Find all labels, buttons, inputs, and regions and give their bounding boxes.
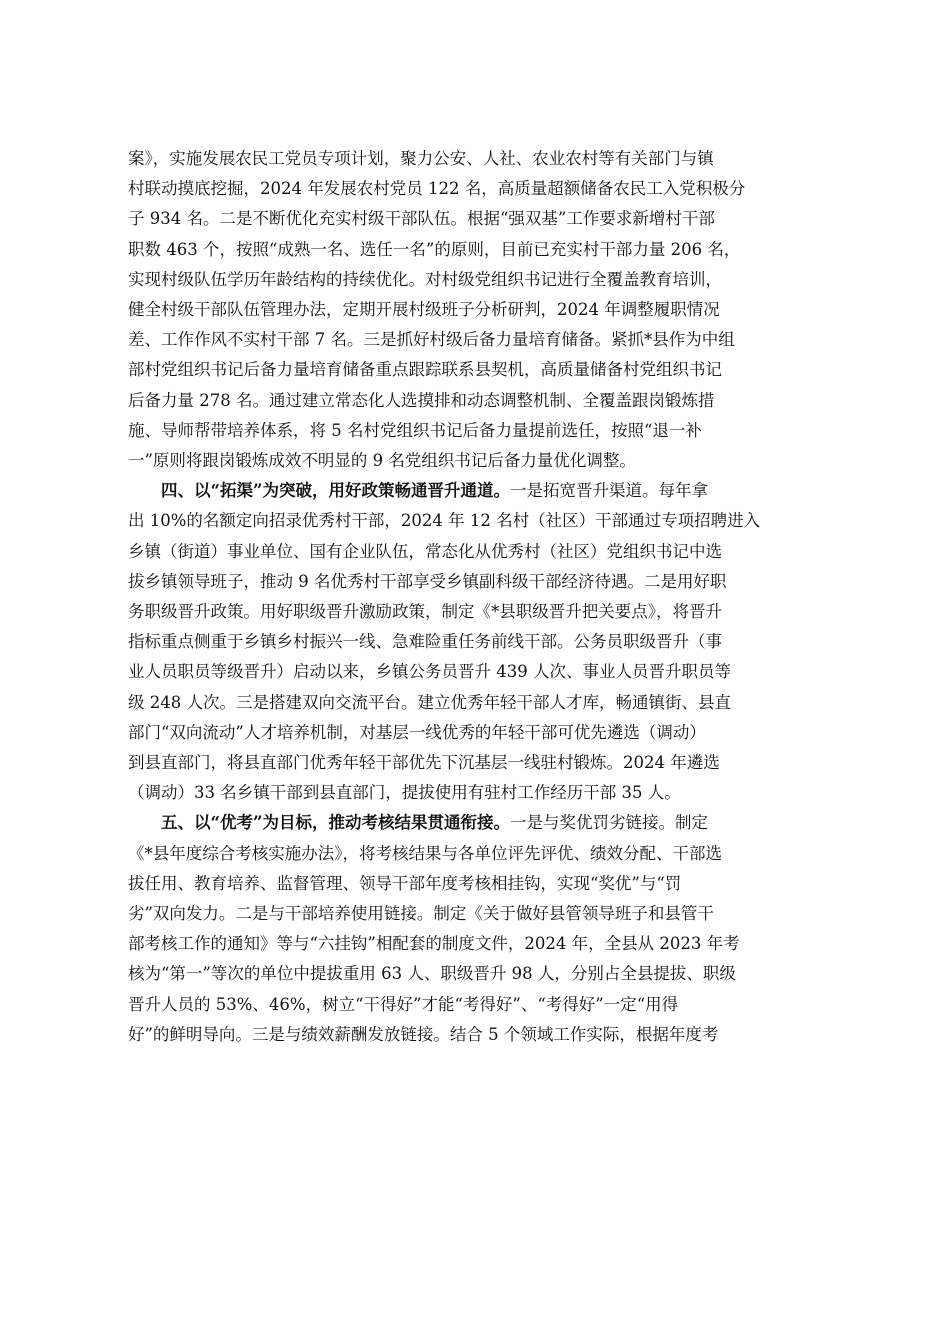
- section-five-heading: 五、以“优考”为目标，推动考核结果贯通衔接。: [128, 813, 510, 833]
- document-body: [128, 144, 840, 1050]
- paragraph-2: [128, 476, 840, 808]
- paragraph-3: [128, 808, 840, 1050]
- section-four-heading: 四、以“拓渠”为突破，用好政策畅通晋升通道。: [128, 481, 510, 501]
- paragraph-1: [128, 144, 840, 476]
- paragraph-1-body: 案》，实施发展农民工党员专项计划，聚力公安、人社、农业农村等有关部门与镇 村联动摸底挖掘，2024 年发展农村党员 122 名，高质量超额储备农民工入党积极分 子 934 名。二是不断优化充实村级干部队伍。根据“强双基”工作要求新增村干部 职数 463 个，按照“成熟一名、选任一名”的原则，目前已充实村干部力量 206 名， 实现村级队伍学历年龄结构的持续优化。对村级党组织书记进行全覆盖教育培训， 健全村级干部队伍管理办法，定期开展村级班子分析研判，2024 年调整履职情况 差、工作作风不实村干部 7 名。三是抓好村级后备力量培育储备。紧抓*县作为中组 部村党组织书记后备力量培育储备重点跟踪联系县契机，高质量储备村党组织书记 后备力量 278 名。通过建立常态化人选摸排和动态调整机制、全覆盖跟岗锻炼措 施、导师帮带培养体系，将 5 名村党组织书记后备力量提前选任，按照“退一补 一”原则将跟岗锻炼成效不明显的 9 名党组织书记后备力量优化调整。: [128, 149, 746, 471]
- section-five-body: 一是与奖优罚劣链接。制定 《*县年度综合考核实施办法》，将考核结果与各单位评先评优、绩效分配、干部选 拔任用、教育培养、监督管理、领导干部年度考核相挂钩，实现“奖优”与“罚 劣”双向发力。二是与干部培养使用链接。制定《关于做好县管领导班子和县管干 部考核工作的通知》等与“六挂钩”相配套的制度文件，2024 年，全县从 2023 年考 核为“第一”等次的单位中提拔重用 63 人、职级晋升 98 人，分别占全县提拔、职级 晋升人员的 53%、46%，树立“干得好”才能“考得好”、“考得好”一定“用得 好”的鲜明导向。三是与绩效薪酬发放链接。结合 5 个领域工作实际，根据年度考: [128, 813, 740, 1044]
- section-four-body: 一是拓宽晋升渠道。每年拿 出 10%的名额定向招录优秀村干部，2024 年 12 名村（社区）干部通过专项招聘进入 乡镇（街道）事业单位、国有企业队伍，常态化从优秀村（社区）党组织书记中选 拔乡镇领导班子，推动 9 名优秀村干部享受乡镇副科级干部经济待遇。二是用好职 务职级晋升政策。用好职级晋升激励政策，制定《*县职级晋升把关要点》，将晋升 指标重点侧重于乡镇乡村振兴一线、急难险重任务前线干部。公务员职级晋升（事 业人员职员等级晋升）启动以来，乡镇公务员晋升 439 人次、事业人员晋升职员等 级 248 人次。三是搭建双向交流平台。建立优秀年轻干部人才库，畅通镇街、县直 部门“双向流动”人才培养机制，对基层一线优秀的年轻干部可优先遴选（调动） 到县直部门，将县直部门优秀年轻干部优先下沉基层一线驻村锻炼。2024 年遴选 （调动）33 名乡镇干部到县直部门，提拔使用有驻村工作经历干部 35 人。: [128, 481, 761, 803]
